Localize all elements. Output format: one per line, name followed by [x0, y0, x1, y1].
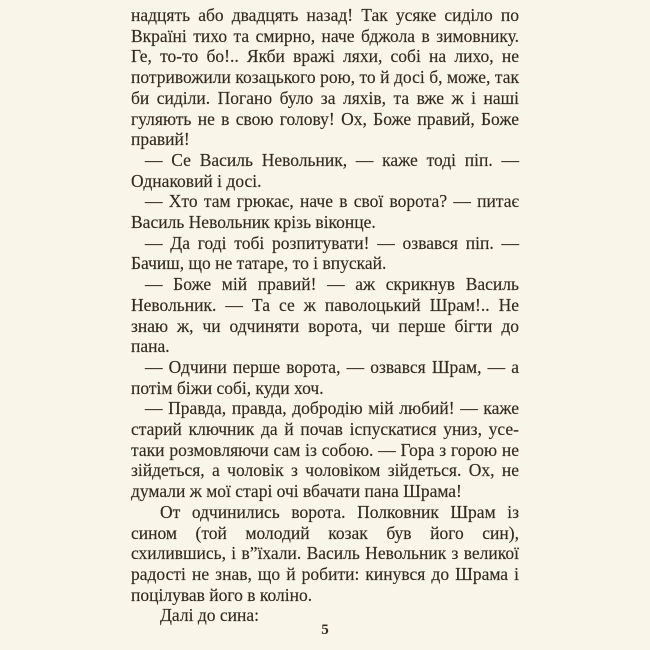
paragraph: — Се Василь Невольник, — каже тоді піп. — Однаковий і досі. — [131, 149, 519, 191]
page-text — [131, 5, 519, 626]
page-number: 5 — [321, 622, 329, 638]
paragraph: От одчинились ворота. Полковник Шрам із сином (той молодий козак був його син), схилившись, і в”їхали. Василь Невольник з великої радості не знав, що й робити: кинувся до Шрама і поцілував його в коліно. — [131, 501, 519, 605]
paragraph: — Хто там грюкає, наче в свої ворота? — питає Василь Невольник крізь віконце. — [131, 191, 519, 233]
paragraph: надцять або двадцять назад! Так усяке сиділо по Вкраїні тихо та смирно, наче бджола в зимовнику. Ге, то-то бо!.. Якби вражі ляхи, собі на лихо, не потривожили козацького рою, то й досі б, може, так би сиділи. Погано було за ляхів, та вже ж і наші гуляють не в свою голову! Ох, Боже правий, Боже правий! — [131, 5, 519, 150]
paragraph: — Правда, правда, добродію мій любий! — каже старий ключник да й почав іспускатися униз, усе-таки розмовляючи сам із собою. — Гора з горою не зійдеться, а чоловік з чоловіком зійдеться. Ох, не думали ж мої старі очі вбачати пана Шрама! — [131, 398, 519, 502]
paragraph: — Боже мій правий! — аж скрикнув Василь Невольник. — Та се ж паволоцький Шрам!.. Не знаю ж, чи одчиняти ворота, чи перше бігти до пана. — [131, 274, 519, 357]
paragraph: Далі до сина: — [160, 605, 259, 626]
paragraph: — Одчини перше ворота, — озвався Шрам, — а потім біжи собі, куди хоч. — [131, 356, 519, 398]
paragraph: — Да годі тобі розпитувати! — озвався піп. — Бачиш, що не татаре, то і впускай. — [131, 232, 519, 274]
